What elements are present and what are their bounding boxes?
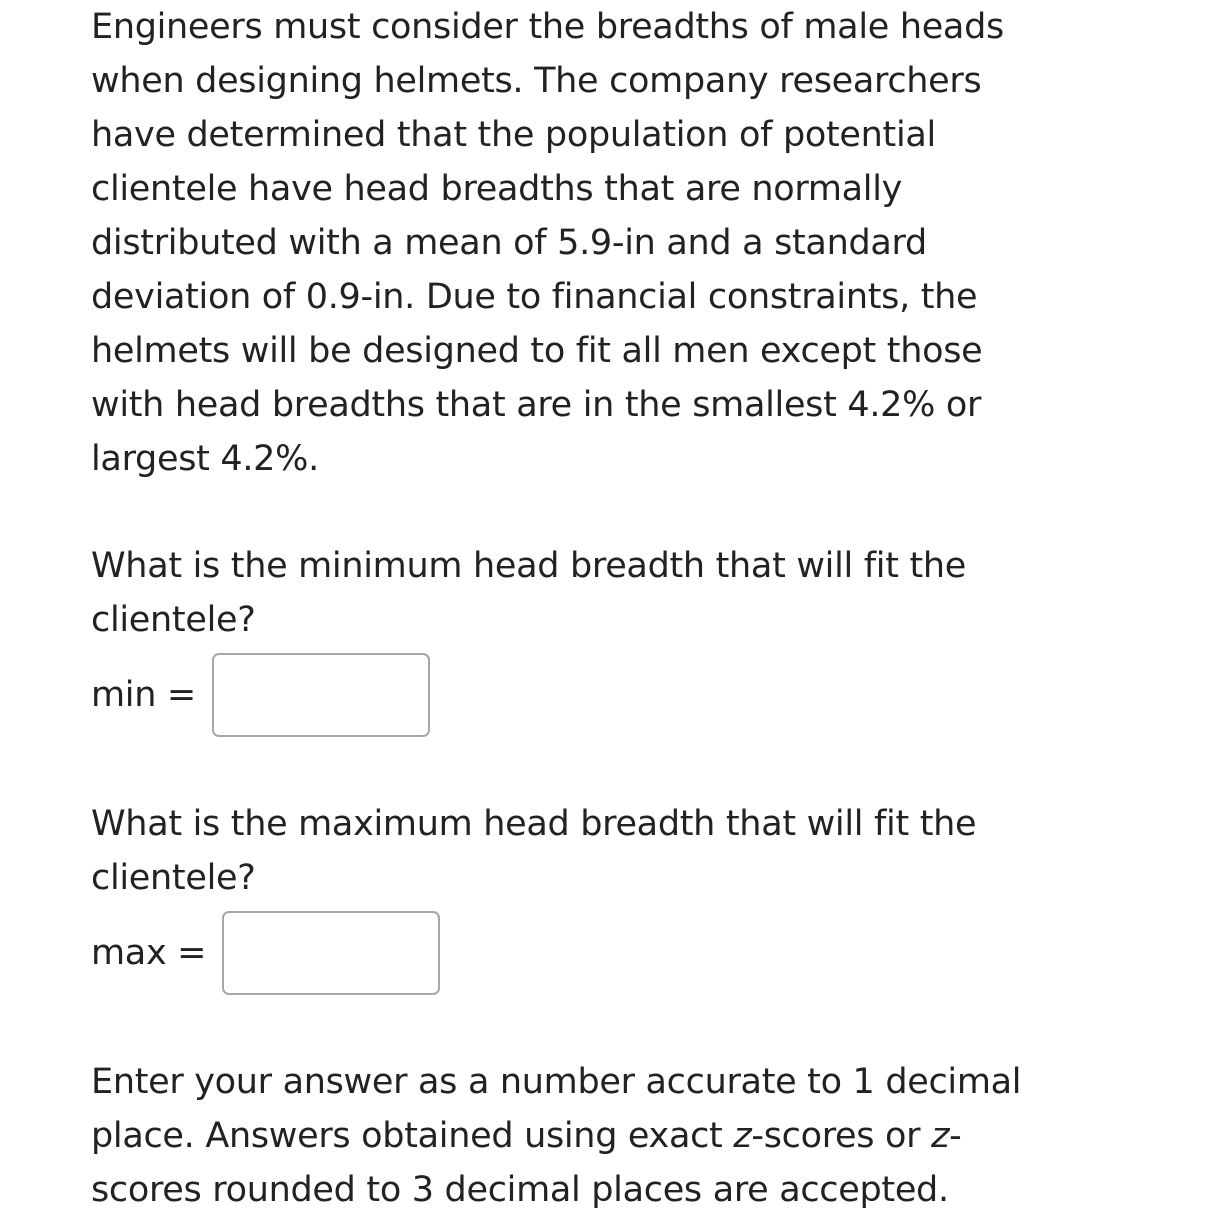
problem-line: helmets will be designed to fit all men except those	[91, 331, 983, 371]
instructions-line: scores rounded to 3 decimal places are accepted.	[91, 1170, 949, 1210]
max-answer-input[interactable]	[222, 911, 440, 995]
max-label: max =	[91, 933, 207, 973]
problem-line: clientele have head breadths that are normally	[91, 169, 903, 209]
max-question-line: clientele?	[91, 858, 256, 898]
answer-instructions	[91, 1055, 1131, 1217]
min-question	[91, 539, 1131, 647]
problem-line: largest 4.2%.	[91, 439, 319, 479]
min-answer-input[interactable]	[212, 653, 430, 737]
min-question-line: clientele?	[91, 600, 256, 640]
z-variable: z	[931, 1116, 950, 1156]
problem-line: deviation of 0.9-in. Due to financial constraints, the	[91, 277, 978, 317]
problem-line: have determined that the population of potential	[91, 115, 936, 155]
instructions-line	[91, 1109, 1131, 1163]
problem-line: when designing helmets. The company researchers	[91, 61, 982, 101]
instructions-text: place. Answers obtained using exact	[91, 1116, 734, 1156]
problem-line: with head breadths that are in the smallest 4.2% or	[91, 385, 982, 425]
min-question-line: What is the minimum head breadth that will fit the	[91, 546, 966, 586]
min-answer-row	[91, 651, 430, 739]
instructions-line: Enter your answer as a number accurate to 1 decimal	[91, 1062, 1022, 1102]
max-answer-row	[91, 909, 440, 997]
max-question-line: What is the maximum head breadth that will fit the	[91, 804, 977, 844]
max-question	[91, 797, 1131, 905]
problem-line: distributed with a mean of 5.9-in and a standard	[91, 223, 927, 263]
problem-statement	[91, 0, 1131, 486]
instructions-text: -	[949, 1116, 962, 1156]
z-variable: z	[733, 1116, 752, 1156]
problem-line: Engineers must consider the breadths of male heads	[91, 7, 1004, 47]
min-label: min =	[91, 675, 196, 715]
instructions-text: -scores or	[751, 1116, 932, 1156]
